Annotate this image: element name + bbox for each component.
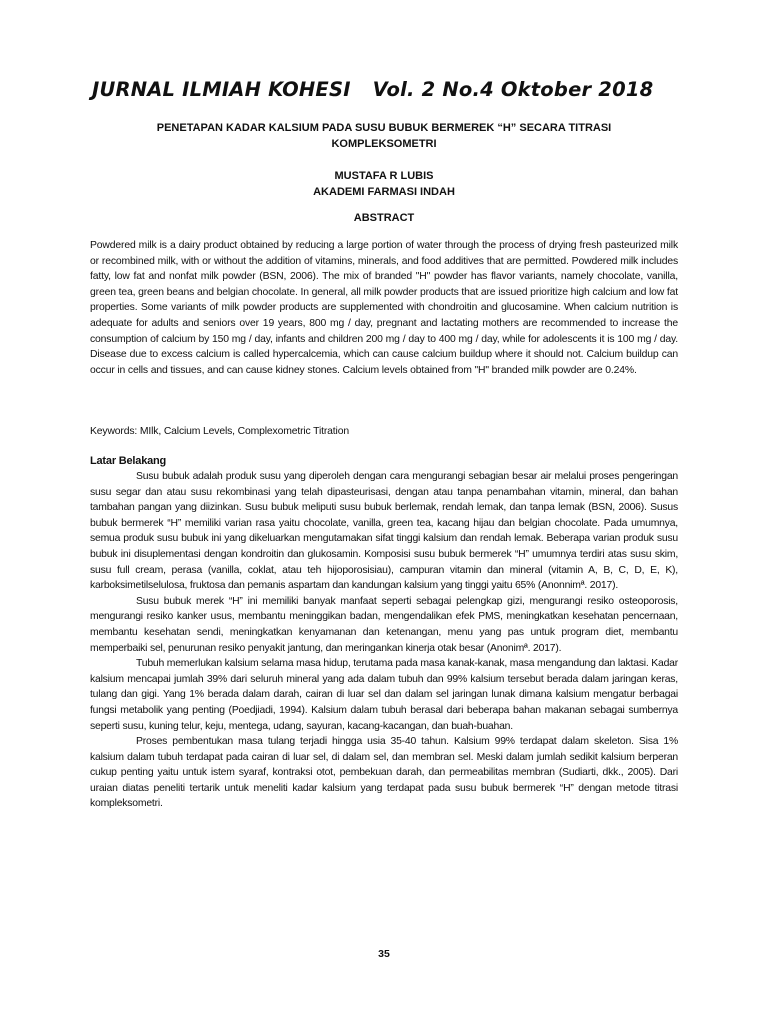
- page-number: 35: [378, 948, 390, 960]
- body-paragraph: Susu bubuk adalah produk susu yang diperoleh dengan cara mengurangi sebagian besar air melalui proses pengeringan susu segar dan atau susu rekombinasi yang telah dipasteurisasi, dengan atau tanpa penambahan vitamin, mineral, dan bahan tambahan pangan yang diizinkan. Susu bubuk meliputi susu bubuk berlemak, rendah lemak, dan tanpa lemak (BSN, 2006). Susus bubuk bermerek “H” memiliki varian rasa yaitu chocolate, vanilla, green tea, kacang hijau dan belgian chocolate. Pada umumnya, semua produk susu bubuk ini yang dikeluarkan mengutamakan sifat tinggi kalsium dan rendah lemak. Beberapa varian produk susu bubuk ini disuplementasi dengan kondroitin dan glukosamin. Komposisi susu bubuk bermerek “H” umumnya terdiri atas susu skim, susu full cream, perasa (vanilla, coklat, atau teh hijoporosisiau), campuran vitamin dan mineral (vitamin A, B, C, D, E, K), karboksimetilselulosa, fruktosa dan pemanis aspartam dan kandungan kalsium yang tinggi yaitu 65% (Anonnimª. 2017).: [90, 471, 678, 592]
- article-title-line-2: KOMPLEKSOMETRI: [331, 138, 437, 150]
- article-title: [90, 120, 678, 152]
- journal-name: JURNAL ILMIAH KOHESI: [92, 78, 351, 101]
- journal-header: [92, 78, 682, 101]
- keywords: Keywords: MIlk, Calcium Levels, Complexometric Titration: [90, 426, 349, 437]
- article-title-line-1: PENETAPAN KADAR KALSIUM PADA SUSU BUBUK BERMEREK “H” SECARA TITRASI: [156, 122, 612, 134]
- body-paragraph: Tubuh memerlukan kalsium selama masa hidup, terutama pada masa kanak-kanak, masa mengandung dan laktasi. Kadar kalsium mencapai jumlah 39% dari seluruh mineral yang ada dalam tubuh dan 99% kalsium tersebut berada dalam jaringan keras, tulang dan gigi. Yang 1% berada dalam darah, cairan di luar sel dan dalam sel jaringan lunak dimana kalsium mengatur berbagai fungsi metabolik yang penting (Poedjiadi, 1994). Kalsium dalam tubuh berasal dari beberapa bahan makanan sebagai sumbernya seperti susu, kuning telur, keju, mentega, udang, sayuran, kacang-kacangan, dan buah-buahan.: [90, 658, 678, 732]
- author-name: MUSTAFA R LUBIS: [334, 170, 434, 182]
- abstract-text: Powdered milk is a dairy product obtained by reducing a large portion of water through the process of drying fresh pasteurized milk or recombined milk, with or without the addition of vitamins, minerals, and food additives that are permitted. Powdered milk includes fatty, low fat and nonfat milk powder (BSN, 2006). The mix of branded "H" powder has flavor variants, namely chocolate, vanilla, green tea, green beans and belgian chocolate. In general, all milk powder products that are issued prioritize high calcium and low fat properties. Some variants of milk powder products are supplemented with chondroitin and glucosamine. When calcium nutrition is adequate for adults and seniors over 19 years, 800 mg / day, pregnant and lactating mothers are recommended to increase the consumption of calcium by 150 mg / day, infants and children 200 mg / day to 400 mg / day, while for adolescents it is 100 mg / day. Disease due to excess calcium is called hypercalcemia, which can cause calcium buildup where it should not. Calcium buildup can occur in cells and tissues, and can cause kidney stones. Calcium levels obtained from "H" branded milk powder are 0.24%.: [90, 240, 678, 376]
- author-affiliation: AKADEMI FARMASI INDAH: [313, 186, 455, 198]
- body-paragraph: Susu bubuk merek “H” ini memiliki banyak manfaat seperti sebagai pelengkap gizi, mengurangi resiko osteoporosis, mengurangi resiko kanker usus, membantu meninggikan badan, mengendalikan efek PMS, meningkatkan kesehatan pencernaan, membantu kesehatan sendi, meningkatkan kenyamanan dan ketenangan, menu yang pas untuk program diet, membantu memperbaiki sel, penurunan resiko penyakit jantung, dan meringankan kinerja otak besar (Anonimª. 2017).: [90, 595, 678, 654]
- section-body: [90, 469, 678, 812]
- author-block: [90, 168, 678, 200]
- abstract-heading: ABSTRACT: [353, 212, 415, 224]
- journal-issue: Vol. 2 No.4 Oktober 2018: [372, 78, 654, 101]
- section-heading: Latar Belakang: [90, 455, 167, 467]
- body-paragraph: Proses pembentukan masa tulang terjadi hingga usia 35-40 tahun. Kalsium 99% terdapat dalam skeleton. Sisa 1% kalsium dalam tubuh terdapat pada cairan di luar sel, di dalam sel, dan membran sel. Meski dalam jumlah sedikit kalsium berperan cukup penting yaitu untuk istem syaraf, kontraksi otot, pembekuan darah, dan permeabilitas membran (Sudiarti, dkk., 2005). Dari uraian diatas peneliti tertarik untuk meneliti kadar kalsium yang terdapat pada susu bubuk bermerek “H” dengan metode titrasi kompleksometri.: [90, 736, 678, 810]
